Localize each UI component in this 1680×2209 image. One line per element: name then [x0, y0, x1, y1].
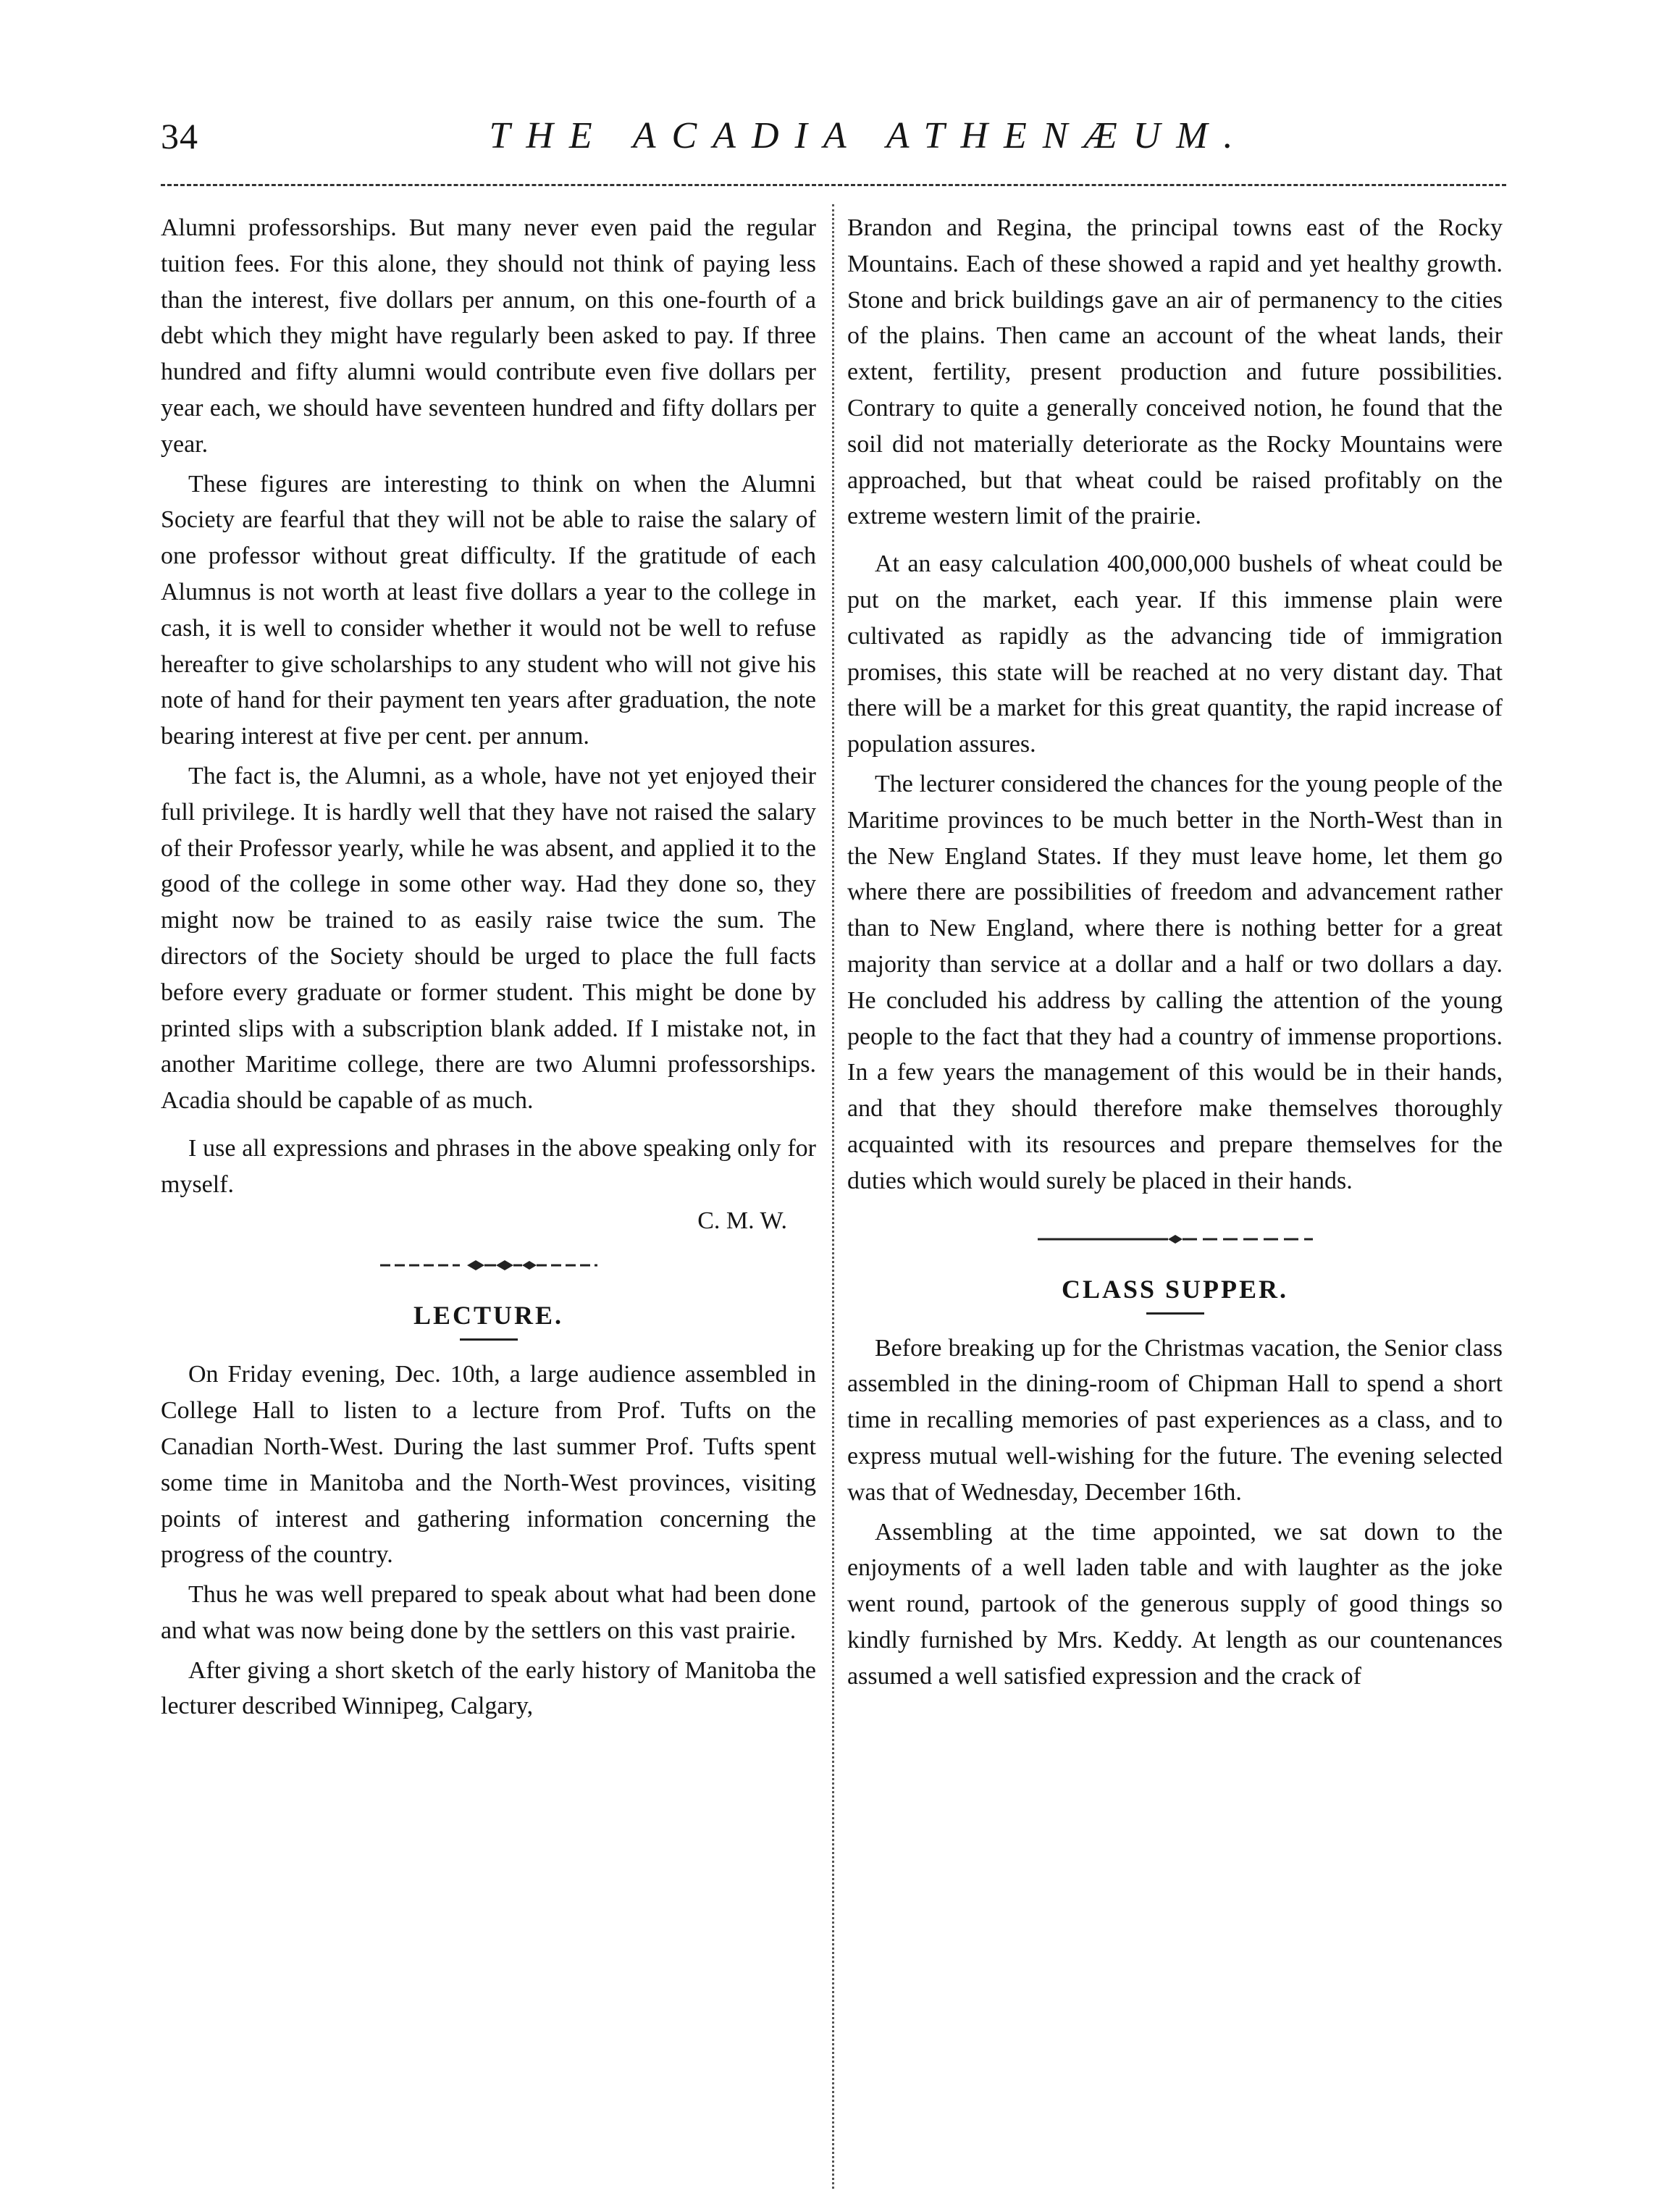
- paragraph: Alumni professorships. But many never even paid the regular tuition fees. For this alone, they should not think of paying less than the interest, five dollars per annum, on this one-fourth of a debt which they might have regularly been asked to pay. If three hundred and fifty alumni would contribute even five dollars per year each, we should have seventeen hundred and fifty dollars per year.: [161, 214, 816, 458]
- paragraph: On Friday evening, Dec. 10th, a large audience assembled in College Hall to listen to a lecture from Prof. Tufts on the Canadian North-West. During the last summer Prof. Tufts spent some time in Manitoba and the North-West provinces, visiting points of interest and gathering information concerning the progress of the country.: [161, 1361, 816, 1569]
- author-signature: C. M. W.: [697, 1207, 787, 1234]
- paragraph: Before breaking up for the Christmas vacation, the Senior class assembled in the dining-room of Chipman Hall to spend a short time in recalling memories of past experiences as a class, and to express mutual well-wishing for the future. The evening selected was that of Wednesday, December 16th.: [847, 1334, 1503, 1506]
- paragraph: The fact is, the Alumni, as a whole, have not yet enjoyed their full privilege. It is hardly well that they have not raised the salary of their Professor yearly, while he was absent, and applied it to the good of the college in some other way. Had they done so, they might now be trained to as easily raise twice the sum. The directors of the Society should be urged to place the full facts before every graduate or former student. This might be done by printed slips with a subscription blank added. If I mistake not, in another Maritime college, there are two Alumni professorships. Acadia should be capable of as much.: [161, 762, 816, 1115]
- ornament-divider-icon: [1038, 1231, 1313, 1248]
- page-number: 34: [161, 116, 198, 156]
- column-divider: [832, 204, 834, 2189]
- class-supper-heading: CLASS SUPPER.: [1061, 1274, 1289, 1304]
- right-column: [847, 210, 1503, 1694]
- section-ornament: [847, 1228, 1503, 1257]
- left-column: [161, 210, 816, 1724]
- heading-rule: [460, 1338, 518, 1341]
- paragraph: After giving a short sketch of the early history of Manitoba the lecturer described Winnipeg, Calgary,: [161, 1656, 816, 1720]
- paragraph: Thus he was well prepared to speak about what had been done and what was now being done by the settlers on this vast prairie.: [161, 1581, 816, 1644]
- paragraph: I use all expressions and phrases in the above speaking only for myself.: [161, 1134, 816, 1198]
- ornament-divider-icon: [380, 1257, 597, 1274]
- running-title: THE ACADIA ATHENÆUM.: [489, 115, 1249, 156]
- lecture-heading: LECTURE.: [413, 1301, 564, 1330]
- header-rule: [161, 184, 1506, 186]
- paragraph: At an easy calculation 400,000,000 bushels of wheat could be put on the market, each year. If this immense plain were cultivated as rapidly as the advancing tide of immigration promises, this state will be reached at no very distant day. That there will be a market for this great quantity, the rapid increase of population assures.: [847, 550, 1503, 758]
- paragraph: These figures are interesting to think on when the Alumni Society are fearful that they will not be able to raise the salary of one professor without great difficulty. If the gratitude of each Alumnus is not worth at least five dollars a year to the college in cash, it is well to consider whether it would not be well to refuse hereafter to give scholarships to any student who will not give his note of hand for their payment ten years after graduation, the note bearing interest at five per cent. per annum.: [161, 470, 816, 750]
- heading-rule: [1146, 1312, 1204, 1315]
- paragraph: Brandon and Regina, the principal towns east of the Rocky Mountains. Each of these showed a rapid and yet healthy growth. Stone and brick buildings gave an air of permanency to the cities of the plains. Then came an account of the wheat lands, their extent, fertility, present production and future possibilities. Contrary to quite a generally conceived notion, he found that the soil did not materially deteriorate as the Rocky Mountains were approached, but that wheat could be raised profitably on the extreme western limit of the prairie.: [847, 214, 1503, 530]
- paragraph: Assembling at the time appointed, we sat down to the enjoyments of a well laden table and with laughter as the joke went round, partook of the generous supply of good things so kindly furnished by Mrs. Keddy. At length as our countenances assumed a well satisfied expression and the crack of: [847, 1518, 1503, 1690]
- section-ornament: [161, 1254, 816, 1283]
- paragraph: The lecturer considered the chances for the young people of the Maritime provinces to be much better in the North-West than in the New England States. If they must leave home, let them go where there are possibilities of freedom and advancement rather than to New England, where there is nothing better for a great majority than service at a dollar and a half or two dollars a day. He concluded his address by calling the attention of the young people to the fact that they had a country of immense proportions. In a few years the management of this would be in their hands, and that they should therefore make themselves thoroughly acquainted with its resources and prepare themselves for the duties which would surely be placed in their hands.: [847, 770, 1503, 1194]
